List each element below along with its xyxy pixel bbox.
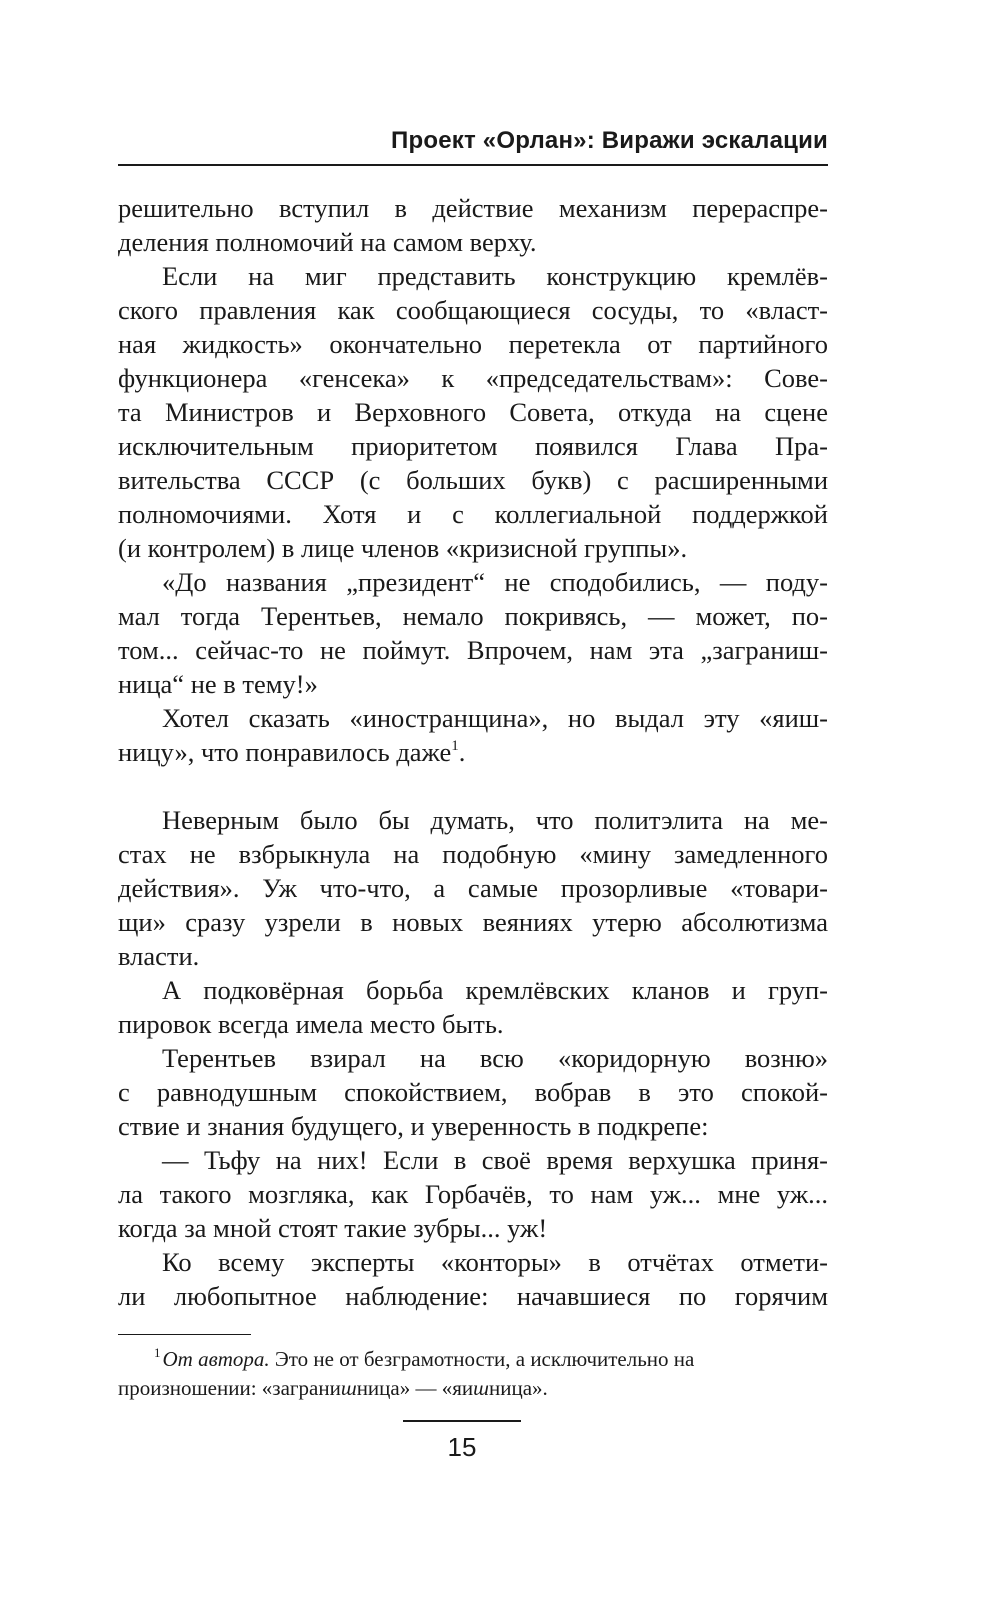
- text-line: щи» сразу узрели в новых веяниях утерю абсолютизма: [118, 907, 828, 937]
- text-line: (и контролем) в лице членов «кризисной группы».: [118, 533, 688, 563]
- text-line: ная жидкость» окончательно перетекла от партийного: [118, 329, 828, 359]
- text-line: Терентьев взирал на всю «коридорную возню»: [162, 1043, 828, 1073]
- text-line: решительно вступил в действие механизм перераспре-: [118, 193, 828, 223]
- text-line: вительства СССР (с больших букв) с расширенными: [118, 465, 828, 495]
- footnote-text: ница».: [488, 1376, 548, 1400]
- text-line: Хотел сказать «иностранщина», но выдал эту «яиш-: [162, 703, 828, 733]
- running-head: [118, 118, 828, 166]
- text-line: [118, 735, 828, 769]
- footnote-number: 1: [154, 1345, 161, 1360]
- footnote: [118, 1345, 828, 1403]
- footnote-reference[interactable]: 1: [451, 738, 459, 754]
- text-line: пировок всегда имела место быть.: [118, 1009, 504, 1039]
- text-line: мал тогда Терентьев, немало покривясь, — может, по-: [118, 601, 828, 631]
- text-line: власти.: [118, 941, 200, 971]
- footnote-emphasis: ш: [473, 1376, 489, 1400]
- text-line: когда за мной стоят такие зубры... уж!: [118, 1213, 548, 1243]
- text-line: деления полномочий на самом верху.: [118, 227, 537, 257]
- paragraph-gap: [118, 769, 828, 803]
- text-line: А подковёрная борьба кремлёвских кланов и груп-: [162, 975, 828, 1005]
- text-line: та Министров и Верховного Совета, откуда на сцене: [118, 397, 828, 427]
- text-line: Если на миг представить конструкцию кремлёв-: [162, 261, 828, 291]
- footnote-text: Это не от безграмотности, а исключительно на: [269, 1347, 695, 1371]
- footnote-rule: [118, 1334, 251, 1335]
- footnote-text: ница» — «яи: [356, 1376, 474, 1400]
- footnote-author-label: От автора.: [162, 1347, 270, 1371]
- page-number: 15: [447, 1432, 477, 1462]
- text-line: с равнодушным спокойствием, вобрав в это спокой-: [118, 1077, 828, 1107]
- text-line: действия». Уж что-что, а самые прозорливые «товари-: [118, 873, 828, 903]
- text-line: том... сейчас-то не поймут. Впрочем, нам эта „заграниш-: [118, 635, 828, 665]
- text-line: стах не взбрыкнула на подобную «мину замедленного: [118, 839, 828, 869]
- footnote-line: [118, 1345, 828, 1374]
- running-head-title: Проект «Орлан»: Виражи эскалации: [391, 127, 828, 154]
- text-line: ского правления как сообщающиеся сосуды, то «власт-: [118, 295, 828, 325]
- text-line: исключительным приоритетом появился Глава Пра-: [118, 431, 828, 461]
- text-line: ла такого мозгляка, как Горбачёв, то нам уж... мне уж...: [118, 1179, 828, 1209]
- footnote-emphasis: ш: [340, 1376, 357, 1400]
- text-line: — Тьфу на них! Если в своё время верхушка приня-: [162, 1145, 828, 1175]
- text-line: Неверным было бы думать, что политэлита на ме-: [162, 805, 828, 835]
- text-line: полномочиями. Хотя и с коллегиальной поддержкой: [118, 499, 828, 529]
- footnote-line: [118, 1374, 828, 1403]
- text-line-content: ницу», что понравилось даже: [118, 737, 452, 767]
- text-line: ли любопытное наблюдение: начавшиеся по горячим: [118, 1281, 828, 1311]
- text-line: ница“ не в тему!»: [118, 669, 318, 699]
- body-text: [118, 191, 828, 1313]
- text-line: функционера «генсека» к «председательствам»: Сове-: [118, 363, 828, 393]
- page-number-rule: [403, 1420, 521, 1422]
- footnote-text: произношении: «заграни: [118, 1376, 341, 1400]
- text-line: Ко всему эксперты «конторы» в отчётах отмети-: [162, 1247, 828, 1277]
- text-line: ствие и знания будущего, и уверенность в подкрепе:: [118, 1111, 709, 1141]
- text-line: «До названия „президент“ не сподобились, — поду-: [162, 567, 828, 597]
- text-line-punctuation: .: [458, 737, 466, 767]
